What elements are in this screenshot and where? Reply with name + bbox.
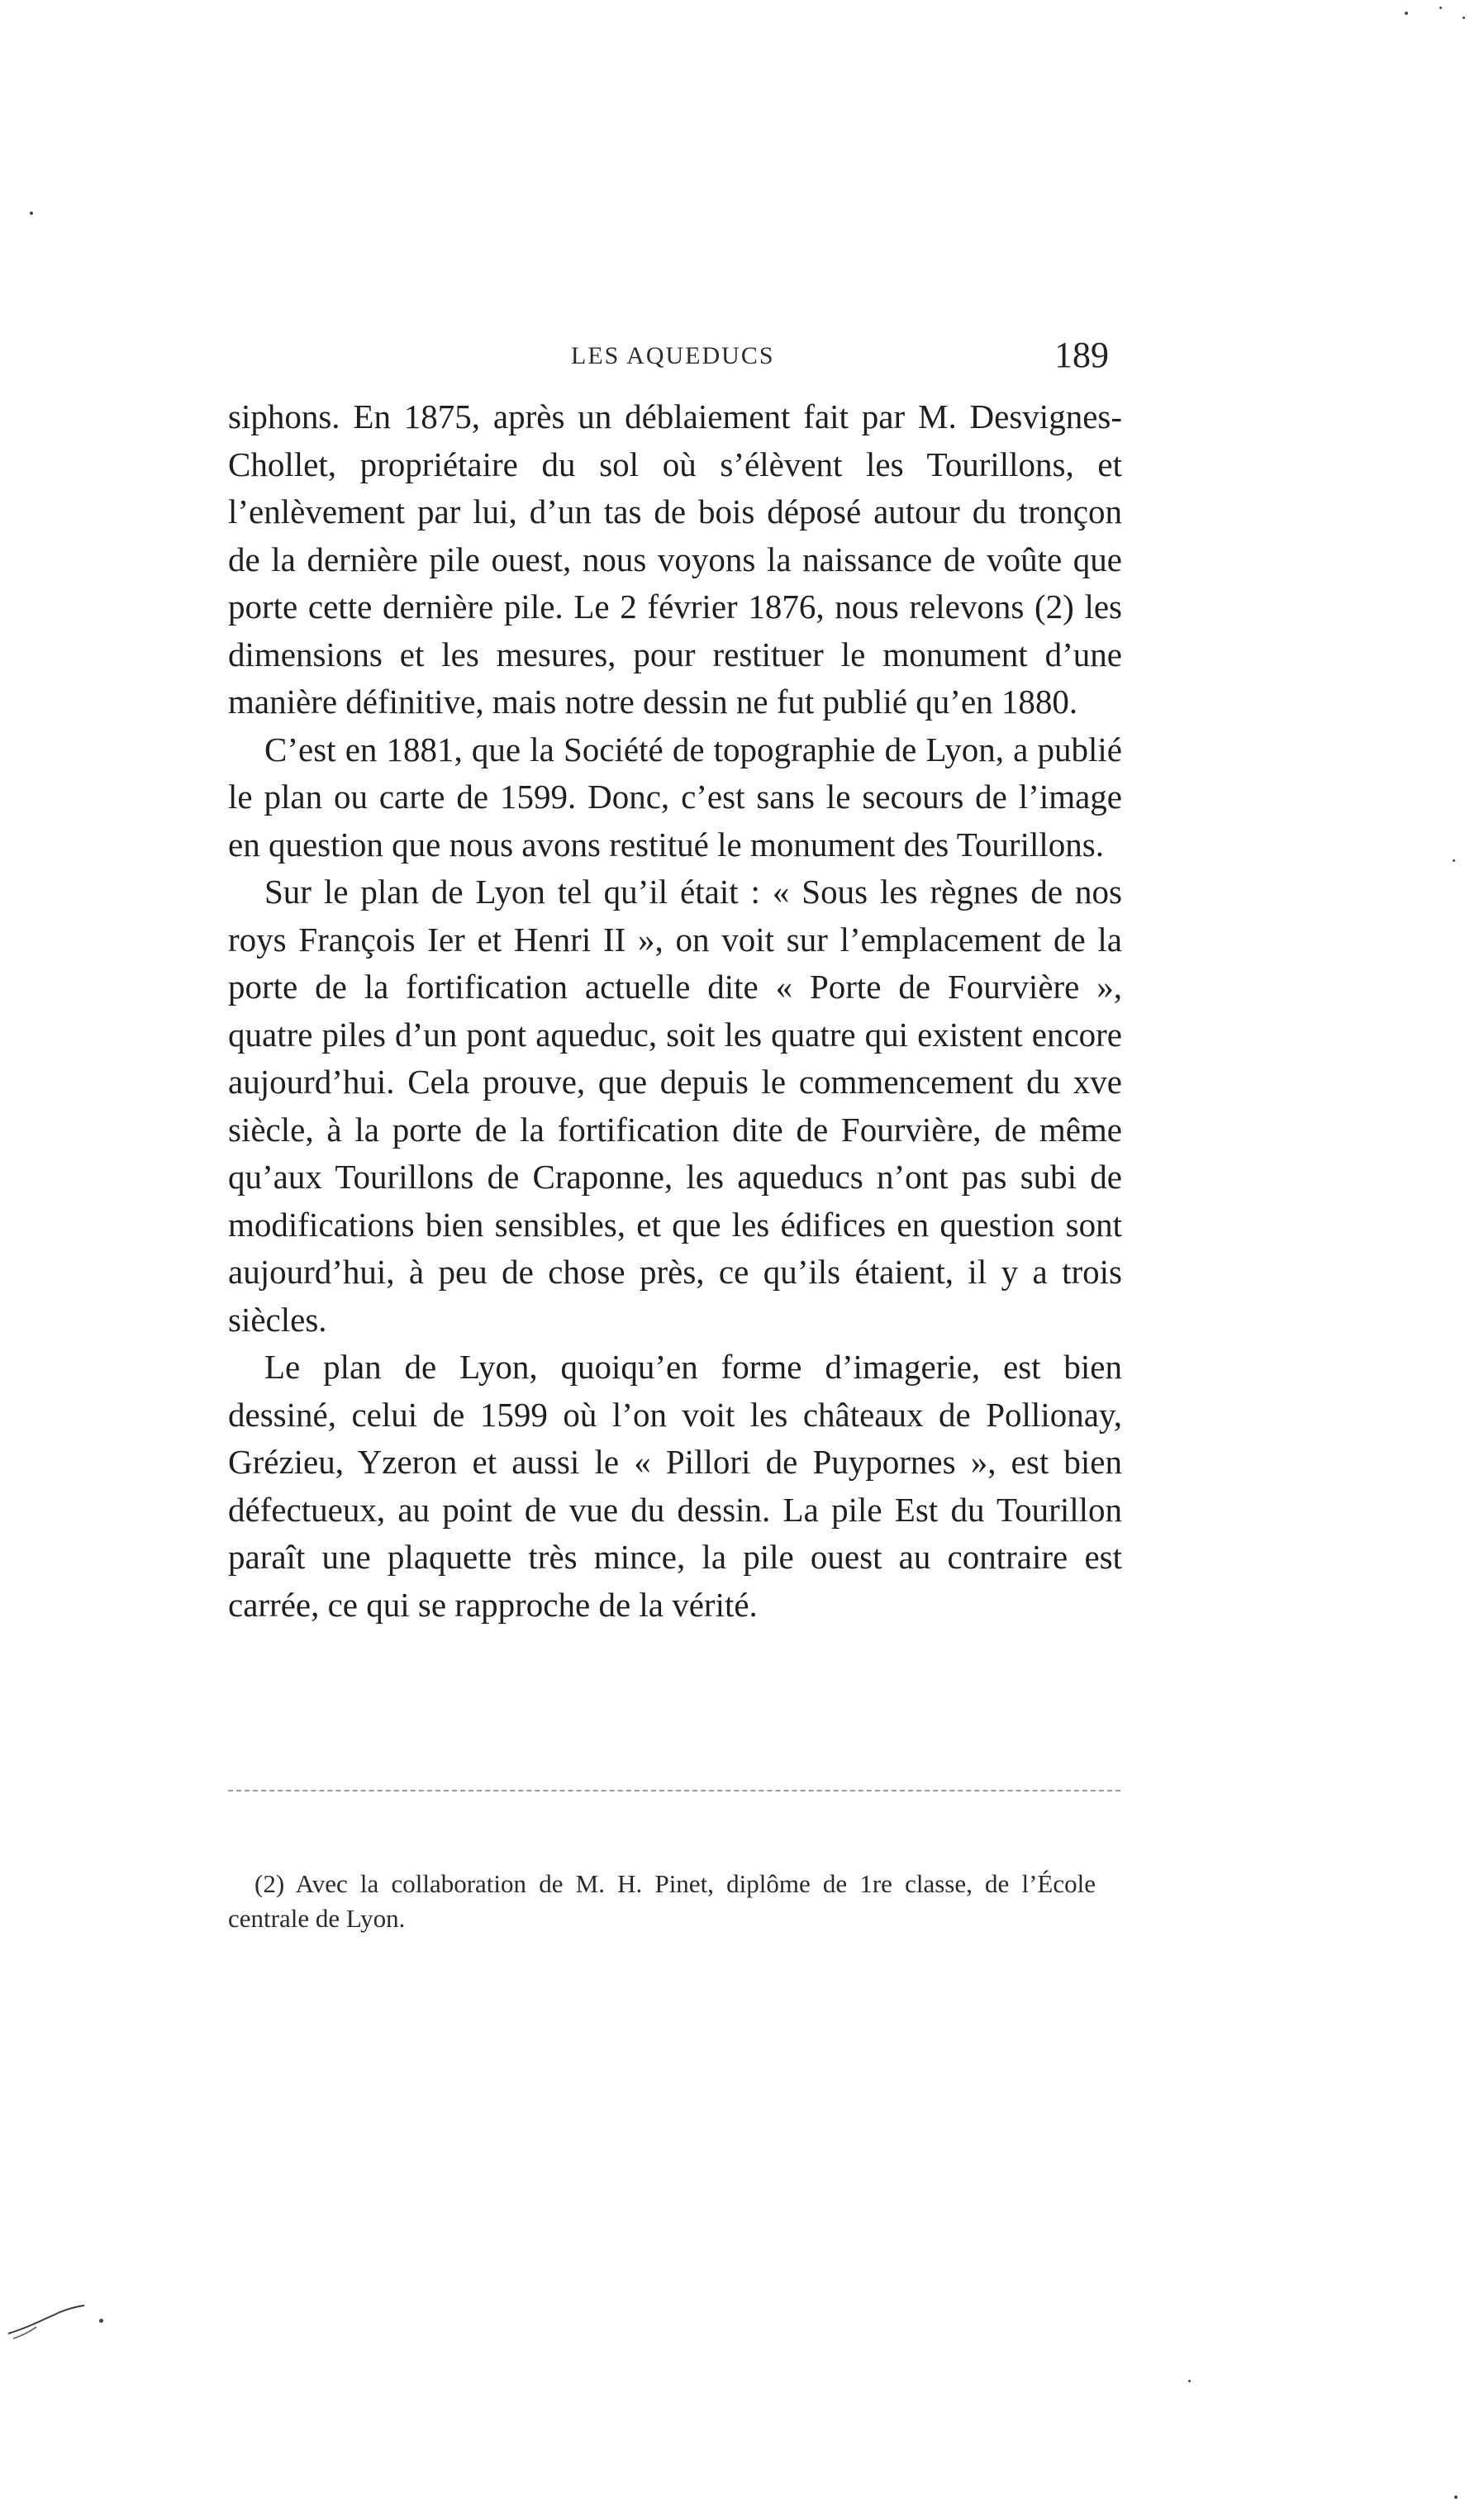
scan-speck [1463, 17, 1465, 19]
paragraph-4: Le plan de Lyon, quoiqu’en forme d’imagerie, est bien dessiné, celui de 1599 où l’on voit les châteaux de Pollionay, Grézieu, Yzeron et aussi le « Pillori de Puypornes », est bien défectueux, au point de vue du dessin. La pile Est du Tourillon paraît une plaquette très mince, la pile ouest au contraire est carrée, ce qui se rapproche de la vérité. [228, 1348, 1122, 1624]
scan-speck [1405, 12, 1408, 15]
scan-speck [1439, 7, 1442, 9]
paragraph-1: siphons. En 1875, après un déblaiement fait par M. Desvignes-Chollet, propriétaire du sol où s’élèvent les Tourillons, et l’enlèvement par lui, d’un tas de bois déposé autour du tronçon de la dernière pile ouest, nous voyons la naissance de voûte que porte cette dernière pile. Le 2 février 1876, nous relevons (2) les dimensions et les mesures, pour restituer le monument d’une manière définitive, mais notre dessin ne fut publié qu’en 1880. [228, 397, 1122, 721]
body-text [228, 393, 1122, 1629]
scan-speck [1453, 859, 1455, 862]
running-head [228, 334, 1120, 383]
page-number: 189 [1054, 335, 1109, 375]
scan-speck [1454, 2496, 1458, 2499]
paragraph-3: Sur le plan de Lyon tel qu’il était : « Sous les règnes de nos roys François Ier et Henri II », on voit sur l’emplacement de la porte de la fortification actuelle dite « Porte de Fourvière », quatre piles d’un pont aqueduc, soit les quatre qui existent encore aujourd’hui. Cela prouve, que depuis le commencement du xve siècle, à la porte de la fortification dite de Fourvière, de même qu’aux Tourillons de Craponne, les aqueducs n’ont pas subi de modifications bien sensibles, et que les édifices en question sont aujourd’hui, à peu de chose près, ce qu’ils étaient, il y a trois siècles. [228, 873, 1122, 1339]
paragraph-2: C’est en 1881, que la Société de topographie de Lyon, a publié le plan ou carte de 1599. Donc, c’est sans le secours de l’image en question que nous avons restitué le monument des Tourillons. [228, 730, 1122, 864]
scan-speck [30, 212, 33, 215]
scan-speck [99, 2319, 103, 2323]
ink-scrawl-mark [5, 2297, 96, 2347]
scan-speck [1188, 2380, 1191, 2382]
footnote-rule [228, 1790, 1120, 1791]
running-title: LES AQUEDUCS [571, 342, 775, 369]
footnote: (2) Avec la collaboration de M. H. Pinet, diplôme de 1re classe, de l’École centrale de Lyon. [228, 1869, 1096, 1933]
